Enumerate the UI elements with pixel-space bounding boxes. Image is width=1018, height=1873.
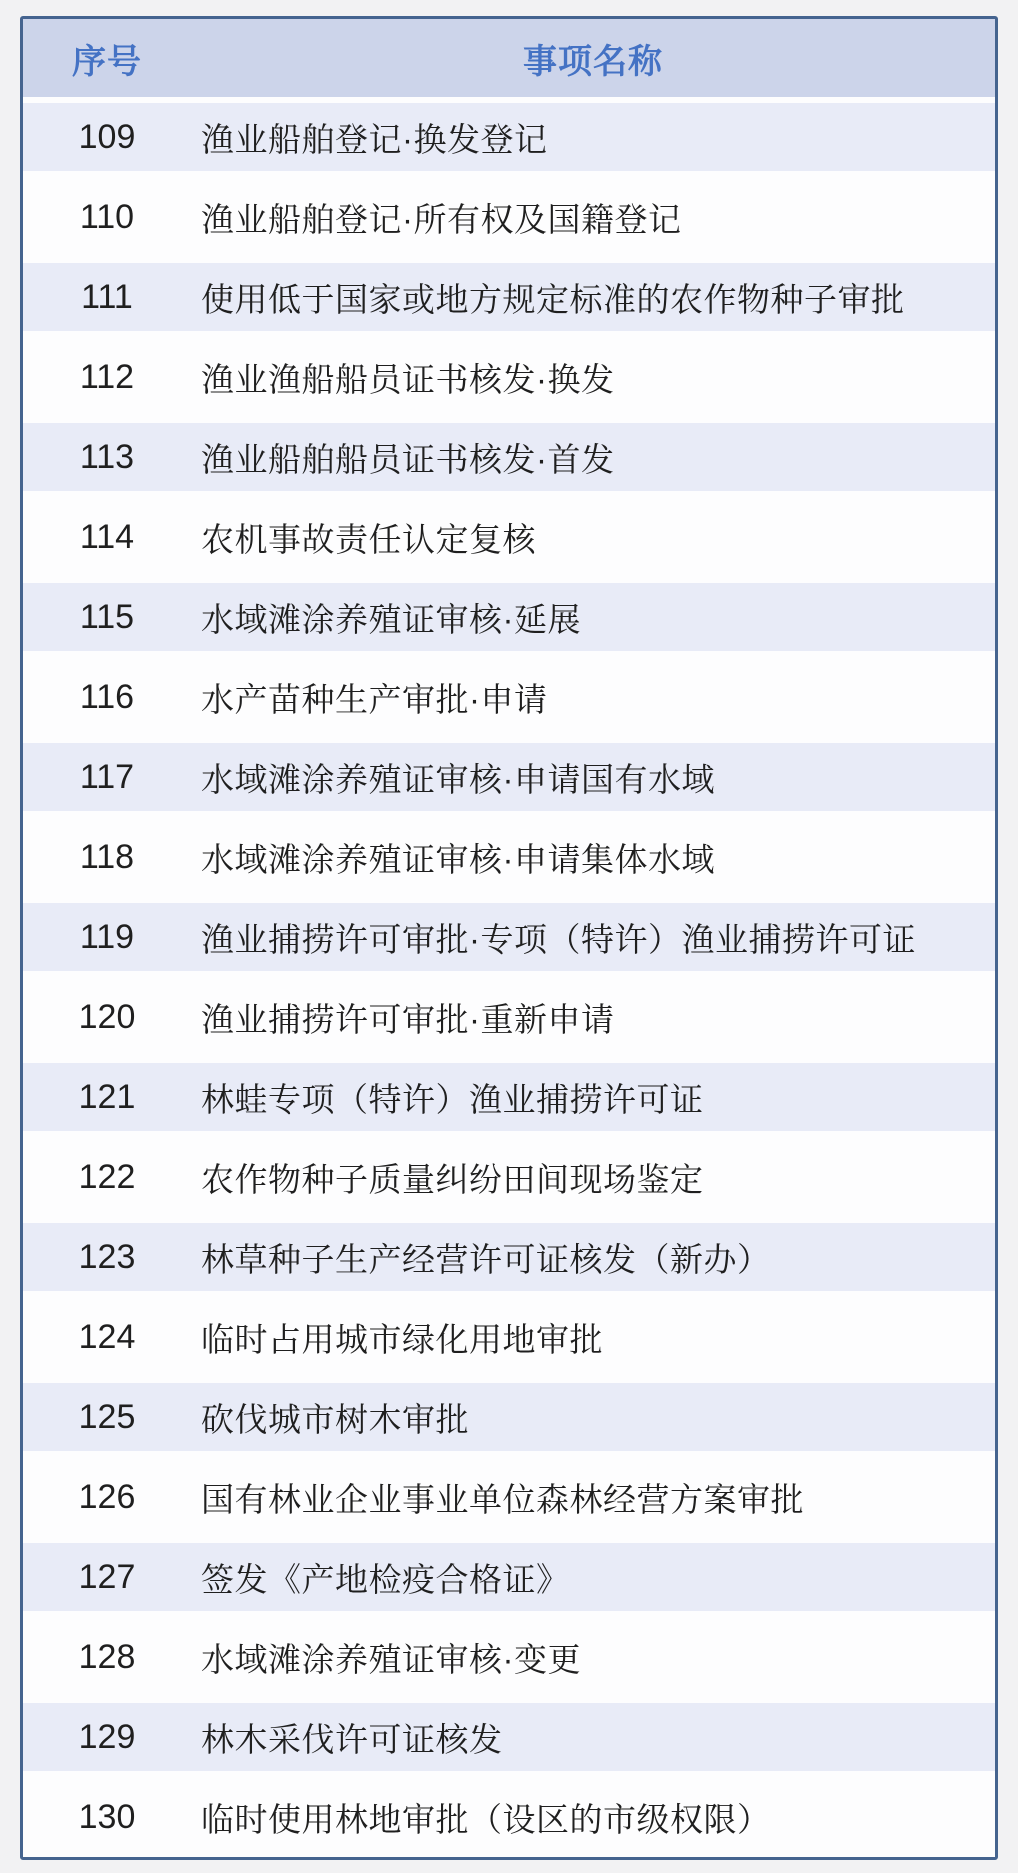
row-index: 114 bbox=[79, 517, 135, 556]
table-row bbox=[23, 1777, 995, 1857]
row-item-name: 签发《产地检疫合格证》 bbox=[201, 1560, 570, 1598]
row-index: 120 bbox=[78, 997, 136, 1036]
row-index: 118 bbox=[79, 837, 135, 876]
row-item-name: 林蛙专项（特许）渔业捕捞许可证 bbox=[201, 1080, 704, 1118]
table-row bbox=[23, 1297, 995, 1377]
row-index: 127 bbox=[78, 1557, 136, 1596]
table-row bbox=[23, 1217, 995, 1297]
row-item-name: 水域滩涂养殖证审核·申请国有水域 bbox=[201, 760, 715, 798]
row-index: 124 bbox=[78, 1317, 136, 1356]
row-item-name: 临时占用城市绿化用地审批 bbox=[201, 1320, 603, 1358]
row-item-name: 渔业船舶船员证书核发·首发 bbox=[201, 440, 615, 478]
items-table bbox=[20, 16, 998, 1860]
row-index: 115 bbox=[79, 597, 135, 636]
row-index: 125 bbox=[78, 1397, 136, 1436]
table-body bbox=[23, 97, 995, 1857]
header-cell-index: 序号 bbox=[72, 42, 142, 81]
table-row bbox=[23, 577, 995, 657]
table-row bbox=[23, 1137, 995, 1217]
row-index: 123 bbox=[78, 1237, 136, 1276]
table-row bbox=[23, 1457, 995, 1537]
row-index: 111 bbox=[81, 277, 133, 316]
table-row bbox=[23, 257, 995, 337]
row-item-name: 水域滩涂养殖证审核·延展 bbox=[201, 600, 581, 638]
row-item-name: 渔业渔船船员证书核发·换发 bbox=[201, 360, 615, 398]
table-row bbox=[23, 657, 995, 737]
row-index: 113 bbox=[79, 437, 135, 476]
row-item-name: 国有林业企业事业单位森林经营方案审批 bbox=[201, 1480, 804, 1518]
row-index: 119 bbox=[79, 917, 135, 956]
table-row bbox=[23, 897, 995, 977]
row-item-name: 水域滩涂养殖证审核·变更 bbox=[201, 1640, 581, 1678]
row-index: 116 bbox=[79, 677, 135, 716]
table-row bbox=[23, 1537, 995, 1617]
row-index: 128 bbox=[78, 1637, 136, 1676]
row-index: 109 bbox=[78, 117, 136, 156]
row-index: 122 bbox=[78, 1157, 136, 1196]
row-item-name: 砍伐城市树木审批 bbox=[201, 1400, 469, 1438]
table-row bbox=[23, 977, 995, 1057]
row-item-name: 渔业船舶登记·所有权及国籍登记 bbox=[201, 200, 682, 238]
row-item-name: 水产苗种生产审批·申请 bbox=[201, 680, 548, 718]
row-index: 110 bbox=[79, 197, 135, 236]
table-row bbox=[23, 1697, 995, 1777]
table-row bbox=[23, 417, 995, 497]
row-item-name: 农作物种子质量纠纷田间现场鉴定 bbox=[201, 1160, 704, 1198]
row-index: 130 bbox=[78, 1797, 136, 1836]
table-row bbox=[23, 817, 995, 897]
row-item-name: 渔业捕捞许可审批·重新申请 bbox=[201, 1000, 615, 1038]
row-item-name: 农机事故责任认定复核 bbox=[201, 520, 536, 558]
header-cell-name: 事项名称 bbox=[523, 42, 663, 81]
table-row bbox=[23, 1377, 995, 1457]
table-row bbox=[23, 97, 995, 177]
row-index: 129 bbox=[78, 1717, 136, 1756]
row-index: 117 bbox=[79, 757, 135, 796]
table-header-row bbox=[23, 19, 995, 97]
table-row bbox=[23, 1617, 995, 1697]
row-index: 112 bbox=[79, 357, 135, 396]
row-item-name: 林草种子生产经营许可证核发（新办） bbox=[201, 1240, 771, 1278]
table-row bbox=[23, 337, 995, 417]
row-index: 126 bbox=[78, 1477, 136, 1516]
row-item-name: 林木采伐许可证核发 bbox=[201, 1720, 503, 1758]
table-row bbox=[23, 497, 995, 577]
row-index: 121 bbox=[78, 1077, 136, 1116]
row-item-name: 水域滩涂养殖证审核·申请集体水域 bbox=[201, 840, 715, 878]
table-row bbox=[23, 177, 995, 257]
row-item-name: 渔业捕捞许可审批·专项（特许）渔业捕捞许可证 bbox=[201, 920, 916, 958]
row-item-name: 临时使用林地审批（设区的市级权限） bbox=[201, 1800, 771, 1838]
table-row bbox=[23, 737, 995, 817]
table-row bbox=[23, 1057, 995, 1137]
row-item-name: 使用低于国家或地方规定标准的农作物种子审批 bbox=[201, 280, 905, 318]
row-item-name: 渔业船舶登记·换发登记 bbox=[201, 120, 548, 158]
